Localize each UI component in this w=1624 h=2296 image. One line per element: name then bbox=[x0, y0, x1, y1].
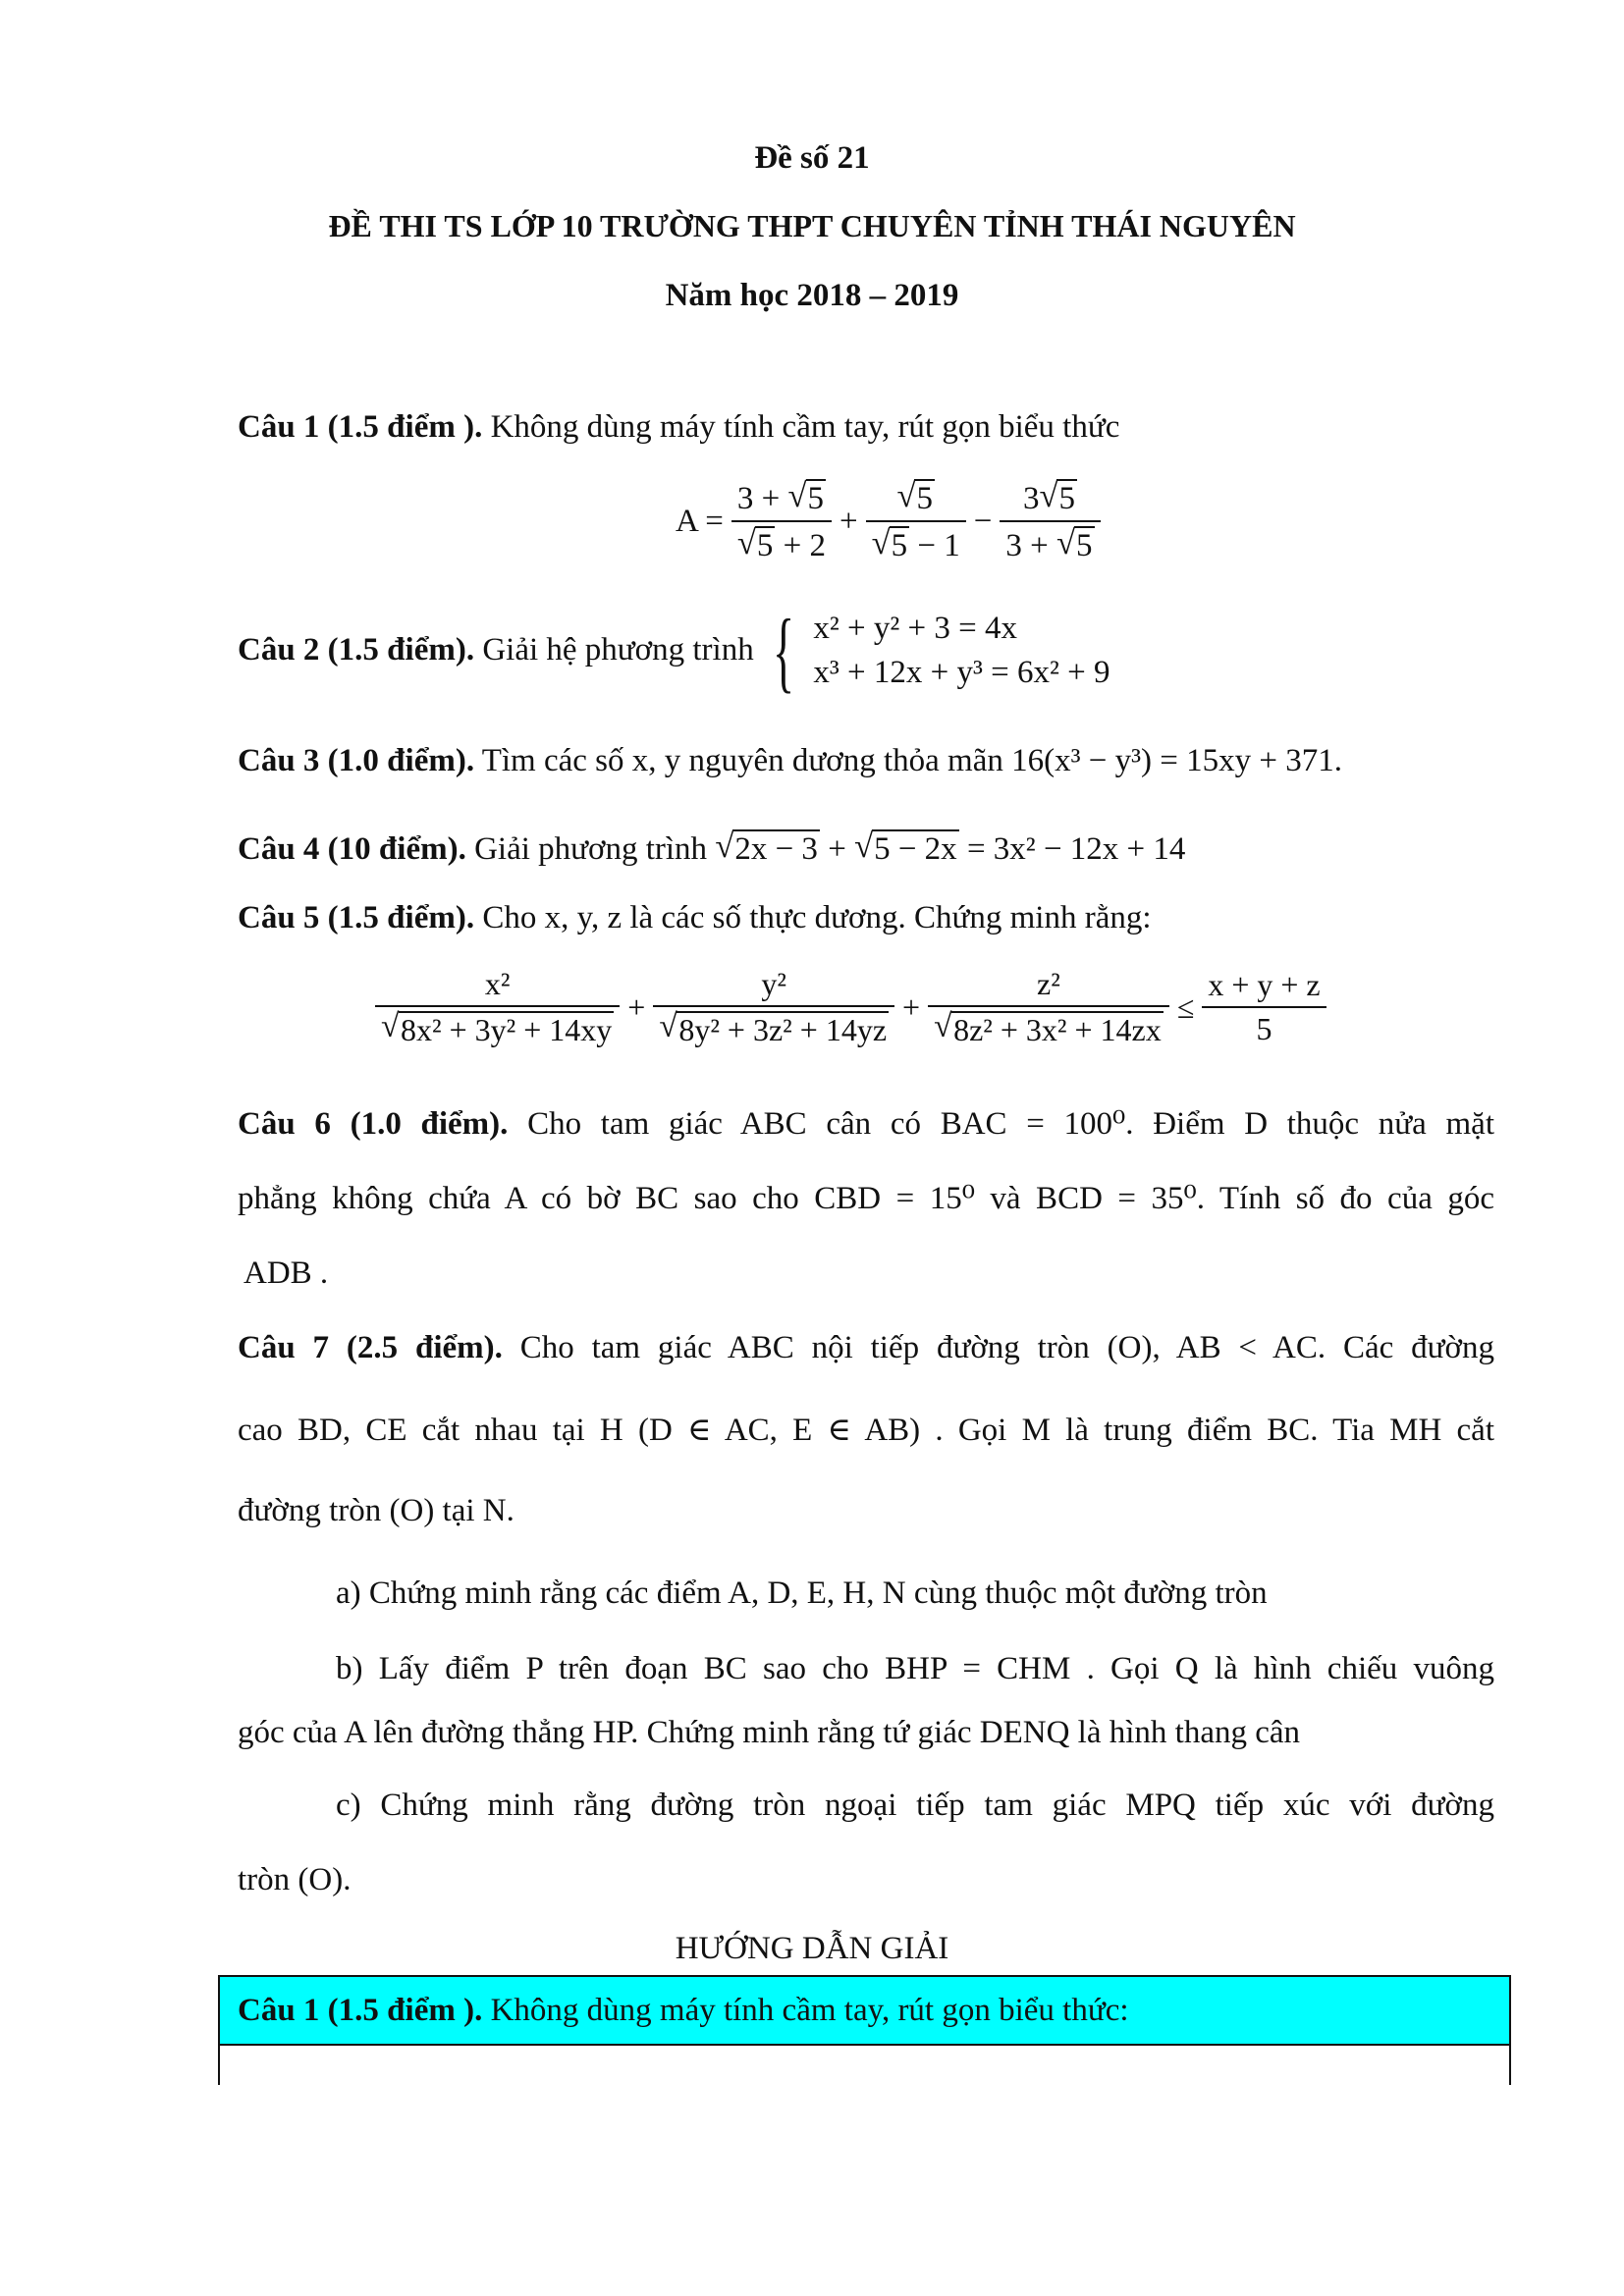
fraction-z-den: 8z² + 3x² + 14zx bbox=[953, 1012, 1162, 1048]
question-1 bbox=[238, 409, 1119, 445]
fraction-x bbox=[375, 967, 620, 1047]
fraction-3 bbox=[1000, 479, 1100, 564]
frac2-num-rad: 5 bbox=[916, 481, 933, 516]
minus-sign: − bbox=[973, 504, 993, 540]
frac3-den-rad: 5 bbox=[1076, 528, 1093, 564]
question-7-line-2: cao BD, CE cắt nhau tại H (D ∈ AC, E ∈ AB) . Gọi M là trung điểm BC. Tia MH cắt bbox=[238, 1413, 1494, 1448]
sqrt bbox=[659, 1011, 889, 1047]
fraction-z-num: z² bbox=[928, 967, 1169, 1007]
answer-box-right-border bbox=[1509, 2046, 1511, 2085]
frac1-num-a: 3 + bbox=[736, 481, 781, 516]
question-7-part-b-line-2: góc của A lên đường thẳng HP. Chứng minh rằng tứ giác DENQ là hình thang cân bbox=[238, 1715, 1301, 1750]
brace-icon: { bbox=[772, 600, 795, 701]
frac2-den-rad: 5 bbox=[891, 528, 908, 564]
question-7-part-a: a) Chứng minh rằng các điểm A, D, E, H, N cùng thuộc một đường tròn bbox=[336, 1575, 1268, 1611]
question-7-text-1: Cho tam giác ABC nội tiếp đường tròn (O), AB < AC. Các đường bbox=[502, 1330, 1494, 1365]
question-3 bbox=[238, 743, 1342, 778]
frac3-num-a: 3 bbox=[1022, 481, 1040, 516]
question-3-label: Câu 3 (1.0 điểm). bbox=[238, 743, 475, 778]
question-7-line-1 bbox=[238, 1330, 1494, 1365]
question-2 bbox=[238, 600, 1110, 701]
frac1-num-rad: 5 bbox=[807, 481, 824, 516]
answer-box-text bbox=[238, 1993, 1129, 2028]
fraction-rhs-num: x + y + z bbox=[1202, 968, 1326, 1008]
exam-number: Đề số 21 bbox=[754, 140, 870, 176]
leq-sign: ≤ bbox=[1176, 988, 1195, 1025]
question-4-rad1: 2x − 3 bbox=[734, 831, 818, 867]
system-eq-1: x² + y² + 3 = 4x bbox=[813, 611, 1017, 646]
sqrt bbox=[896, 479, 935, 516]
sqrt bbox=[381, 1011, 614, 1047]
question-4-text: Giải phương trình bbox=[465, 831, 716, 867]
question-7-part-c-line-1: c) Chứng minh rằng đường tròn ngoại tiếp tam giác MPQ tiếp xúc với đường bbox=[336, 1788, 1494, 1823]
formula-lhs: A = bbox=[676, 504, 724, 540]
question-6-text-1: Cho tam giác ABC cân có BAC = 100⁰. Điểm D thuộc nửa mặt bbox=[508, 1106, 1494, 1142]
guide-title: HƯỚNG DẪN GIẢI bbox=[675, 1931, 949, 1966]
fraction-1 bbox=[731, 479, 832, 564]
fraction-y-num: y² bbox=[653, 967, 894, 1007]
question-4 bbox=[238, 829, 1185, 867]
question-5 bbox=[238, 900, 1152, 935]
question-6-line-2: phẳng không chứa A có bờ BC sao cho CBD = 15⁰ và BCD = 35⁰. Tính số đo của góc bbox=[238, 1181, 1494, 1216]
fraction-x-den: 8x² + 3y² + 14xy bbox=[401, 1012, 613, 1048]
sqrt bbox=[715, 829, 820, 867]
exam-year: Năm học 2018 – 2019 bbox=[665, 278, 959, 313]
answer-box-header bbox=[218, 1975, 1511, 2046]
sqrt bbox=[872, 526, 910, 563]
exam-title: ĐỀ THI TS LỚP 10 TRƯỜNG THPT CHUYÊN TỈNH THÁI NGUYÊN bbox=[328, 208, 1296, 243]
sqrt bbox=[1039, 479, 1077, 516]
question-4-rad2: 5 − 2x bbox=[874, 831, 957, 867]
sqrt bbox=[788, 479, 827, 516]
question-7-part-c-line-2: tròn (O). bbox=[238, 1862, 352, 1897]
question-7-label: Câu 7 (2.5 điểm). bbox=[238, 1330, 503, 1365]
sqrt bbox=[854, 829, 959, 867]
frac2-den-b: − 1 bbox=[917, 528, 960, 564]
question-6-label: Câu 6 (1.0 điểm). bbox=[238, 1106, 509, 1142]
question-7-part-b-line-1: b) Lấy điểm P trên đoạn BC sao cho BHP = CHM . Gọi Q là hình chiếu vuông bbox=[336, 1651, 1494, 1686]
fraction-rhs-den: 5 bbox=[1256, 1011, 1272, 1047]
question-1-formula bbox=[668, 479, 1101, 564]
answer-box-body: Không dùng máy tính cầm tay, rút gọn biểu thức: bbox=[482, 1993, 1129, 2028]
question-3-text: Tìm các số x, y nguyên dương thỏa mãn bbox=[474, 743, 1012, 778]
equation-system bbox=[813, 607, 1110, 694]
system-eq-2: x³ + 12x + y³ = 6x² + 9 bbox=[813, 654, 1110, 690]
plus-sign: + bbox=[828, 831, 846, 867]
fraction-rhs bbox=[1202, 968, 1326, 1046]
frac1-den-b: + 2 bbox=[783, 528, 826, 564]
answer-box-left-border bbox=[218, 2046, 220, 2085]
fraction-z bbox=[928, 967, 1169, 1047]
question-3-formula: 16(x³ − y³) = 15xy + 371. bbox=[1011, 743, 1342, 778]
frac3-den-a: 3 + bbox=[1005, 528, 1049, 564]
question-2-label: Câu 2 (1.5 điểm). bbox=[238, 632, 475, 668]
frac1-den-rad: 5 bbox=[756, 528, 774, 564]
question-1-label: Câu 1 (1.5 điểm ). bbox=[238, 409, 483, 445]
sqrt bbox=[934, 1011, 1164, 1047]
plus-sign: + bbox=[902, 988, 921, 1025]
question-5-label: Câu 5 (1.5 điểm). bbox=[238, 900, 475, 935]
question-7-line-3: đường tròn (O) tại N. bbox=[238, 1493, 514, 1528]
question-1-text: Không dùng máy tính cầm tay, rút gọn biểu thức bbox=[482, 409, 1120, 445]
sqrt bbox=[1056, 526, 1095, 563]
fraction-x-num: x² bbox=[375, 967, 620, 1007]
question-4-rhs: = 3x² − 12x + 14 bbox=[966, 831, 1186, 867]
fraction-y-den: 8y² + 3z² + 14yz bbox=[678, 1012, 888, 1048]
plus-sign: + bbox=[627, 988, 646, 1025]
question-2-text: Giải hệ phương trình bbox=[474, 632, 754, 668]
question-6-line-1 bbox=[238, 1106, 1494, 1142]
sqrt bbox=[737, 526, 776, 563]
fraction-y bbox=[653, 967, 894, 1047]
question-5-inequality bbox=[375, 967, 1326, 1047]
question-5-text: Cho x, y, z là các số thực dương. Chứng minh rằng: bbox=[474, 900, 1152, 935]
question-6-line-3: ADB . bbox=[244, 1255, 329, 1291]
plus-sign: + bbox=[839, 504, 858, 540]
frac3-num-rad: 5 bbox=[1058, 481, 1075, 516]
answer-box-label: Câu 1 (1.5 điểm ). bbox=[238, 1993, 483, 2028]
fraction-2 bbox=[866, 479, 966, 564]
question-4-label: Câu 4 (10 điểm). bbox=[238, 831, 466, 867]
